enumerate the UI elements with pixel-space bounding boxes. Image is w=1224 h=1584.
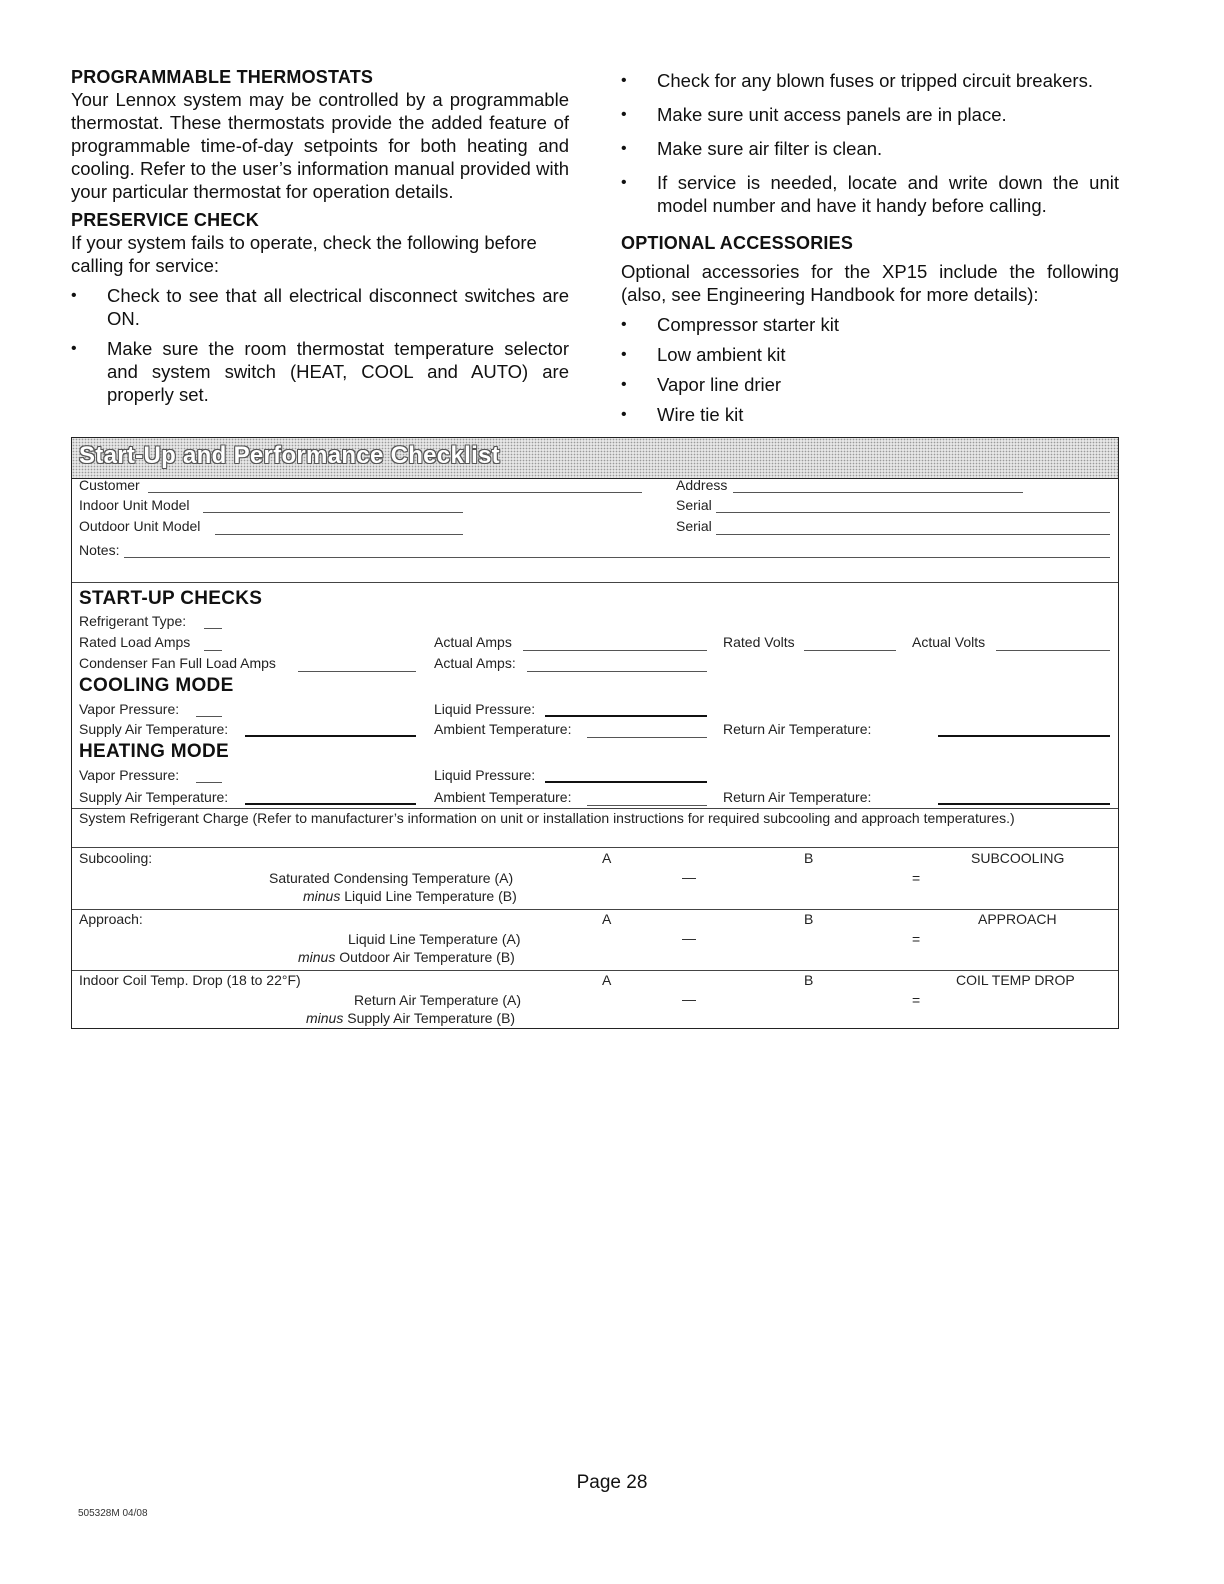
coil-b-desc xyxy=(306,1010,515,1026)
preservice-item: • Check to see that all electrical disconnect switches are ON. xyxy=(71,284,569,330)
cooling-ambient-label: Ambient Temperature: xyxy=(434,721,572,737)
check-item: • If service is needed, locate and write down the unit model number and have it handy before calling. xyxy=(621,171,1119,217)
heating-return-air-label: Return Air Temperature: xyxy=(723,789,872,805)
approach-result-label: APPROACH xyxy=(978,911,1057,927)
heating-ambient-label: Ambient Temperature: xyxy=(434,789,572,805)
optional-accessories-heading: OPTIONAL ACCESSORIES xyxy=(621,233,854,253)
cooling-vapor-pressure-label: Vapor Pressure: xyxy=(79,701,180,717)
minus-sign: — xyxy=(682,991,696,1007)
document-code: 505328M 04/08 xyxy=(78,1508,148,1519)
heating-vapor-pressure-field[interactable] xyxy=(196,782,222,783)
preservice-check-heading: PRESERVICE CHECK xyxy=(71,210,259,230)
actual-volts-label: Actual Volts xyxy=(912,634,986,650)
cooling-mode-heading: COOLING MODE xyxy=(79,675,234,696)
heating-mode-heading: HEATING MODE xyxy=(79,741,229,762)
heating-liquid-pressure-label: Liquid Pressure: xyxy=(434,767,536,783)
equals-sign: = xyxy=(912,931,921,947)
actual-volts-field[interactable] xyxy=(996,650,1110,651)
rated-load-amps-field[interactable] xyxy=(204,650,222,651)
approach-b-desc xyxy=(298,949,515,965)
divider xyxy=(72,909,1118,910)
address-field[interactable] xyxy=(733,492,1023,493)
optional-accessories-text: Optional accessories for the XP15 include the following (also, see Engineering Handbook for more details): xyxy=(621,261,1119,305)
refrigerant-type-field[interactable] xyxy=(204,628,222,629)
subcooling-a-desc: Saturated Condensing Temperature (A) xyxy=(269,870,514,886)
divider xyxy=(72,582,1118,583)
approach-col-a: A xyxy=(602,911,612,927)
cooling-ambient-field[interactable] xyxy=(587,737,707,738)
cooling-return-air-label: Return Air Temperature: xyxy=(723,721,872,737)
approach-a-desc: Liquid Line Temperature (A) xyxy=(348,931,521,947)
actual-amps-label: Actual Amps xyxy=(434,634,512,650)
approach-b-text: Outdoor Air Temperature (B) xyxy=(339,949,515,965)
condenser-actual-amps-field[interactable] xyxy=(527,671,707,672)
programmable-thermostats-text: Your Lennox system may be controlled by a programmable thermostat. These thermostats provide the added feature of programmable time-of-day setpoints for both heating and cooling. Refer to the user’s information manual provided with your particular thermostat for operation details. xyxy=(71,89,569,202)
accessory-item: • Low ambient kit xyxy=(621,343,1119,366)
divider xyxy=(72,970,1118,971)
cooling-liquid-pressure-field[interactable] xyxy=(545,715,707,717)
indoor-unit-model-label: Indoor Unit Model xyxy=(79,497,190,513)
left-column xyxy=(71,66,569,406)
accessory-item: • Compressor starter kit xyxy=(621,313,1119,336)
cooling-vapor-pressure-field[interactable] xyxy=(196,716,222,717)
check-item: • Check for any blown fuses or tripped circuit breakers. xyxy=(621,69,1119,92)
coil-result-label: COIL TEMP DROP xyxy=(956,972,1075,988)
heating-return-air-field[interactable] xyxy=(938,803,1110,805)
customer-field[interactable] xyxy=(148,492,642,493)
check-item: • Make sure unit access panels are in place. xyxy=(621,103,1119,126)
cooling-liquid-pressure-label: Liquid Pressure: xyxy=(434,701,536,717)
serial-label: Serial xyxy=(676,518,712,534)
heating-liquid-pressure-field[interactable] xyxy=(545,781,707,783)
minus-word: minus xyxy=(303,888,341,904)
actual-amps-label: Actual Amps: xyxy=(434,655,516,671)
subcooling-col-a: A xyxy=(602,850,612,866)
accessory-item: • Vapor line drier xyxy=(621,373,1119,396)
cooling-supply-air-label: Supply Air Temperature: xyxy=(79,721,229,737)
equals-sign: = xyxy=(912,992,921,1008)
checklist-title: Start-Up and Performance Checklist xyxy=(79,442,500,469)
checklist-banner xyxy=(71,437,1119,479)
indoor-serial-field[interactable] xyxy=(716,512,1110,513)
coil-b-text: Supply Air Temperature (B) xyxy=(347,1010,516,1026)
checklist-frame xyxy=(71,437,1119,1029)
coil-temp-drop-label: Indoor Coil Temp. Drop (18 to 22°F) xyxy=(79,972,301,988)
accessory-item: • Wire tie kit xyxy=(621,403,1119,426)
condenser-fan-field[interactable] xyxy=(298,671,416,672)
check-item: • Make sure air filter is clean. xyxy=(621,137,1119,160)
preservice-check-text: If your system fails to operate, check the following before calling for service: xyxy=(71,232,537,276)
outdoor-unit-model-label: Outdoor Unit Model xyxy=(79,518,201,534)
equals-sign: = xyxy=(912,870,921,886)
refrigerant-charge-note: System Refrigerant Charge (Refer to manufacturer’s information on unit or installation instructions for required subcooling and approach temperatures.) xyxy=(79,810,1015,826)
minus-sign: — xyxy=(682,930,696,946)
serial-label: Serial xyxy=(676,497,712,513)
rated-volts-label: Rated Volts xyxy=(723,634,795,650)
subcooling-result-label: SUBCOOLING xyxy=(971,850,1065,866)
condenser-fan-label: Condenser Fan Full Load Amps xyxy=(79,655,276,671)
address-label: Address xyxy=(676,477,728,493)
subcooling-col-b: B xyxy=(804,850,814,866)
subcooling-b-desc xyxy=(303,888,517,904)
subcooling-b-text: Liquid Line Temperature (B) xyxy=(344,888,517,904)
startup-checks-heading: START-UP CHECKS xyxy=(79,588,263,609)
customer-label: Customer xyxy=(79,477,140,493)
rated-load-amps-label: Rated Load Amps xyxy=(79,634,191,650)
divider xyxy=(72,808,1118,809)
minus-word: minus xyxy=(306,1010,344,1026)
notes-label: Notes: xyxy=(79,542,120,558)
heating-vapor-pressure-label: Vapor Pressure: xyxy=(79,767,180,783)
cooling-supply-air-field[interactable] xyxy=(245,735,416,737)
outdoor-unit-model-field[interactable] xyxy=(215,534,463,535)
notes-field[interactable] xyxy=(124,557,1110,558)
divider xyxy=(72,847,1118,848)
heating-ambient-field[interactable] xyxy=(587,805,707,806)
cooling-return-air-field[interactable] xyxy=(938,735,1110,737)
programmable-thermostats-heading: PROGRAMMABLE THERMOSTATS xyxy=(71,67,374,87)
outdoor-serial-field[interactable] xyxy=(716,534,1110,535)
actual-amps-field[interactable] xyxy=(523,650,707,651)
right-column xyxy=(621,66,1119,426)
coil-col-b: B xyxy=(804,972,814,988)
indoor-unit-model-field[interactable] xyxy=(203,512,463,513)
minus-word: minus xyxy=(298,949,336,965)
coil-a-desc: Return Air Temperature (A) xyxy=(354,992,522,1008)
minus-sign: — xyxy=(682,869,696,885)
refrigerant-type-label: Refrigerant Type: xyxy=(79,613,187,629)
preservice-item: • Make sure the room thermostat temperature selector and system switch (HEAT, COOL and AUTO) are properly set. xyxy=(71,337,569,406)
subcooling-label: Subcooling: xyxy=(79,850,153,866)
approach-col-b: B xyxy=(804,911,814,927)
heating-supply-air-field[interactable] xyxy=(245,803,416,805)
approach-label: Approach: xyxy=(79,911,143,927)
rated-volts-field[interactable] xyxy=(804,650,896,651)
page-number: Page 28 xyxy=(576,1472,648,1493)
heating-supply-air-label: Supply Air Temperature: xyxy=(79,789,229,805)
coil-col-a: A xyxy=(602,972,612,988)
